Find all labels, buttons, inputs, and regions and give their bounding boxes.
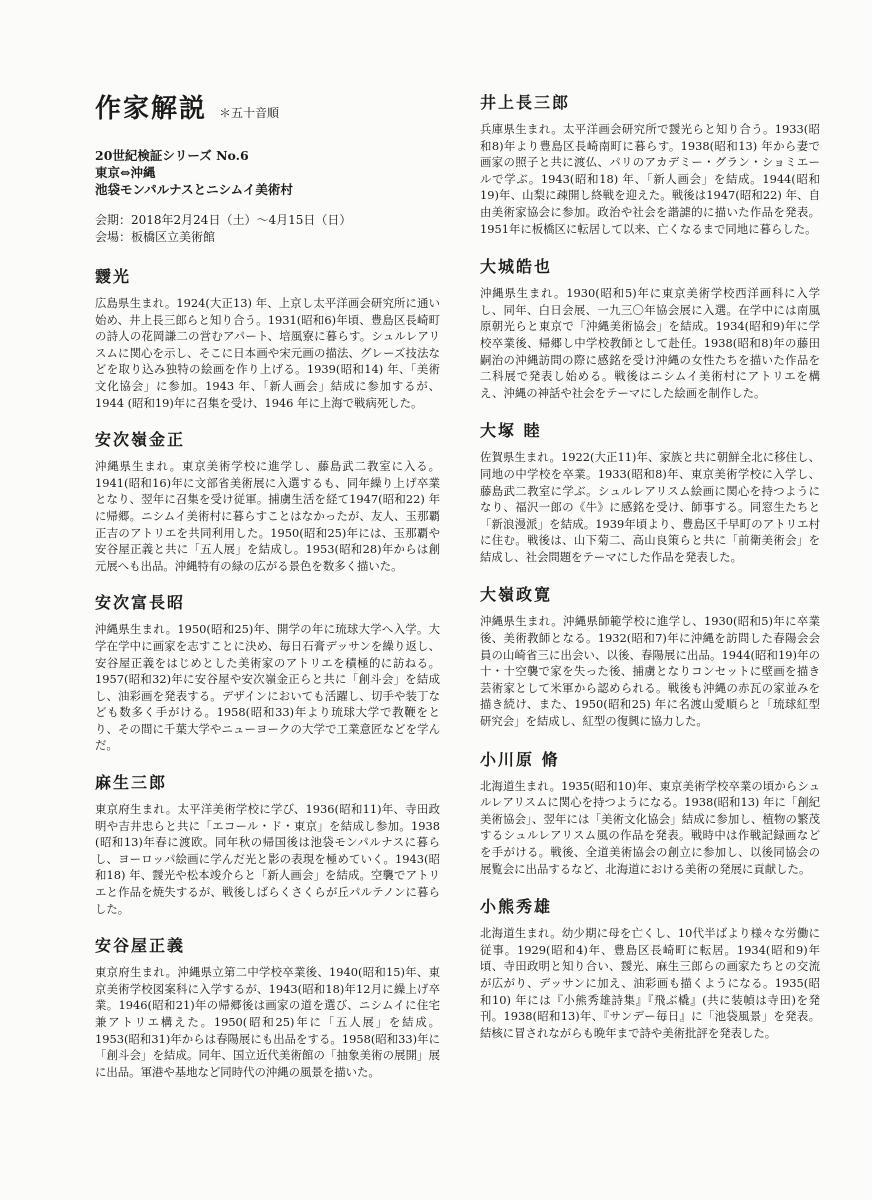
artist-name: 麻生三郎 (95, 773, 168, 793)
artist-bio: 佐賀県生まれ。1922(大正11)年、家族と共に朝鮮全北に移住し、同地の中学校を卒業。1933(昭和8)年、東京美術学校に入学し、藤島武二教室に学ぶ。シュルレアリスム絵画に関心を持つようになり、福沢一郎の《牛》に感銘を受け、師事する。同窓生たちと「新浪漫派」を結成。1939年頃より、豊島区千早町のアトリエ村に住む。戦後は、山下菊二、高山良策らと共に「前衛美術会」を結成し、社会問題をテーマにした作品を発表した。 (480, 450, 820, 564)
artist-bio: 沖縄県生まれ。1930(昭和5)年に東京美術学校西洋画科に入学し、同年、白日会展、一九三〇年協会展に入選。在学中には南風原朝光らと東京で「沖縄美術協会」を結成。1934(昭和9)年に学校卒業後、帰郷し中学校教師として赴任。1938(昭和8)年の藤田嗣治の沖縄訪問の際に感銘を受け沖縄の女性たちを描いた作品を二科展で発表し始める。戦後はニシムイ美術村にアトリエを構え、沖縄の神話や社会をテーマにした絵画を制作した。 (480, 286, 820, 400)
exhibition-venue: 会場：板橋区立美術館 (95, 230, 216, 244)
artist-entry (480, 894, 820, 1041)
exhibition-subtitle-1: 東京⇔沖縄 (95, 165, 156, 180)
page-title: 作家解説 (95, 94, 208, 124)
artist-name: 靉光 (95, 267, 132, 286)
artist-entry (95, 770, 440, 917)
series-label: 20世紀検証シリーズ No.6 (95, 148, 249, 163)
artist-bio: 北海道生まれ。1935(昭和10)年、東京美術学校卒業の頃からシュルレアリスムに関心を持つようになる。1938(昭和13) 年に「創紀美術協会」、翌年には「美術文化協会」結成に参加し、植物の繁茂するシュルレアリスム風の作品を発表。戦時中は作戦記録画などを手がける。戦後、全道美術協会の創立に参加し、以後同協会の展覧会に出品するなど、北海道における美術の発展に貢献した。 (480, 778, 820, 876)
title-row (95, 88, 440, 125)
artist-entry (95, 590, 440, 754)
exhibition-period: 会期：2018年2月24日（土）〜4月15日（日） (95, 213, 352, 227)
artist-bio: 北海道生まれ。幼少期に母を亡くし、10代半ばより様々な労働に従事。1929(昭和4)年、豊島区長崎町に転居。1934(昭和9)年頃、寺田政明と知り合い、靉光、麻生三郎らの画家たちとの交流が広がり、デッサンに加え、油彩画も描くようになる。1935(昭和10) 年には『小熊秀雄詩集』『飛ぶ橇』(共に装幀は寺田)を発刊。1938(昭和13)年、『サンデー毎日』に「池袋風景」を発表。結核に冒されながらも晩年まで詩や美術批評を発表した。 (480, 926, 820, 1040)
artist-entry (95, 264, 440, 411)
artist-bio: 広島県生まれ。1924(大正13) 年、上京し太平洋画会研究所に通い始め、井上長三郎らと知り合う。1931(昭和6)年頃、豊島区長崎町の詩人の花岡謙二の営むアパート、培風寮に暮らす。シュルレアリスムに関心を示し、そこに日本画や宋元画の描法、グレーズ技法などを取り込み独特の絵画を作り上げる。1939(昭和14) 年、「美術文化協会」に参加。1943 年、「新人画会」結成に参加するが、1944 (昭和19)年に召集を受け、1946 年に上海で戦病死した。 (95, 296, 440, 410)
artist-name: 大城皓也 (480, 257, 553, 277)
artist-name: 大嶺政寛 (480, 585, 553, 605)
artist-name: 井上長三郎 (480, 93, 571, 112)
exhibition-subtitle-2: 池袋モンパルナスとニシムイ美術村 (95, 182, 293, 197)
artist-bio: 東京府生まれ。太平洋美術学校に学び、1936(昭和11)年、寺田政明や吉井忠らと共に「エコール・ド・東京」を結成し参加。1938 (昭和13)年春に渡欧。同年秋の帰国後は池袋モンパルナスに暮らし、ヨーロッパ絵画に学んだ光と影の表現を極めていく。1943(昭和18) 年、靉光や松本竣介らと「新人画会」を結成。空襲でアトリエと作品を焼失するが、戦後しばらくさくらが丘パルテノンに暮らした。 (95, 802, 440, 916)
artist-entry (480, 582, 820, 729)
artist-entry (480, 418, 820, 565)
artist-entry (480, 90, 820, 237)
artist-bio: 沖縄県生まれ。沖縄県師範学校に進学し、1930(昭和5)年に卒業後、美術教師となる。1932(昭和7)年に沖縄を訪問した春陽会会員の山崎省三に出会い、以後、春陽展に出品。1944(昭和19)年の十・十空襲で家を失った後、捕虜となりコンセットに壁画を描き芸術家として米軍から認められる。戦後も沖縄の赤瓦の家並みを描き続け、また、1950(昭和25) 年に名渡山愛順らと「琉球紅型研究会」を結成し、紅型の復興に協力した。 (480, 614, 820, 729)
artist-bio: 沖縄県生まれ。1950(昭和25)年、開学の年に琉球大学へ入学。大学在学中に画家を志すことに決め、毎日石膏デッサンを繰り返し、安谷屋正義をはじめとした美術家のアトリエを積極的に訪ねる。1957(昭和32)年に安谷屋や安次嶺金正らと共に「創斗会」を結成し、油彩画を発表する。デザインにおいても活躍し、切手や装丁なども数多く手がける。1958(昭和33)年より琉球大学で教鞭をとり、その間に千葉大学やニューヨークの大学で工業意匠などを学んだ。 (95, 622, 440, 753)
artist-name: 安谷屋正義 (95, 936, 186, 956)
artist-bio: 沖縄県生まれ。東京美術学校に進学し、藤島武二教室に入る。1941(昭和16)年に文部省美術展に入選するも、同年繰り上げ卒業となり、翌年に召集を受け従軍。捕虜生活を経て1947(昭和22) 年に帰郷。ニシムイ美術村に暮らすことはなかったが、友人、玉那覇正吉のアトリエを共同利用した。1950(昭和25)年には、玉那覇や安谷屋正義と共に「五人展」を結成し。1953(昭和28)年からは創元展へも出品。沖縄特有の緑の広がる景色を数多く描いた。 (95, 459, 440, 573)
artist-name: 大塚 睦 (480, 421, 542, 441)
artist-entry (480, 747, 820, 878)
artist-entry (480, 254, 820, 401)
artist-name: 小熊秀雄 (480, 897, 553, 917)
artist-name: 安次富長昭 (95, 593, 186, 613)
artist-name: 安次嶺金正 (95, 430, 186, 450)
artist-bio: 兵庫県生まれ。太平洋画会研究所で靉光らと知り合う。1933(昭和8)年より豊島区長崎南町に暮らす。1938(昭和13) 年から妻で画家の照子と共に渡仏、パリのアカデミー・グラン・ショミエールで学ぶ。1943(昭和18) 年、「新人画会」を結成。1944(昭和19)年、山梨に疎開し終戦を迎えた。戦後は1947(昭和22) 年、自由美術家協会に参加。政治や社会を諧謔的に描いた作品を発表。1951年に板橋区に転居して以来、亡くなるまで同地に暮らした。 (480, 122, 820, 236)
right-column (480, 90, 820, 1058)
left-column (95, 88, 440, 1096)
artist-name: 小川原 脩 (480, 749, 560, 769)
artist-entry (95, 933, 440, 1080)
artist-entry (95, 427, 440, 574)
order-note: ＊五十音順 (219, 106, 280, 120)
exhibition-info (95, 212, 440, 246)
artist-bio: 東京府生まれ。沖縄県立第二中学校卒業後、1940(昭和15)年、東京美術学校図案科に入学するが、1943(昭和18)年12月に繰上げ卒業。1946(昭和21)年の帰郷後は画家の道を選び、ニシムイに住宅兼アトリエ構えた。1950(昭和25)年に「五人展」を結成。1953(昭和31)年からは春陽展にも出品をする。1958(昭和33)年に「創斗会」を結成。同年、国立近代美術館の「抽象美術の展開」展に出品。軍港や基地など同時代の沖縄の風景を描いた。 (95, 965, 440, 1079)
